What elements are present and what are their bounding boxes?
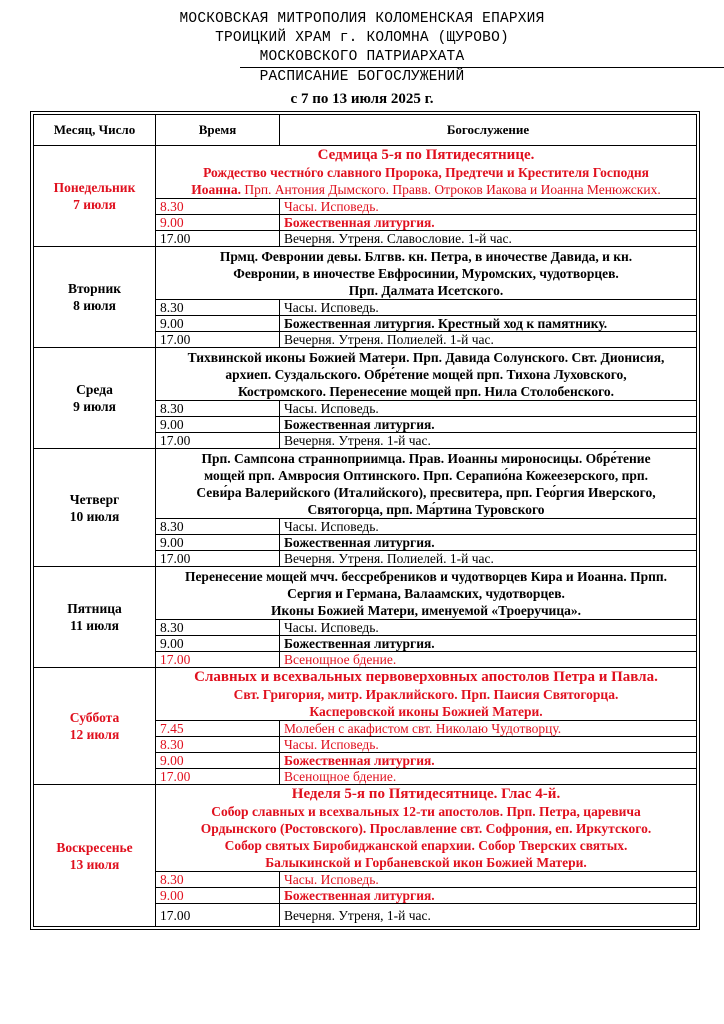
feast-title-line: Перенесение мощей мчч. бессребреников и чудотворцев Кира и Иоанна. Прпп. <box>184 568 668 584</box>
day-cell-tuesday <box>34 247 156 348</box>
service-text: Божественная литургия. <box>280 535 697 551</box>
feast-title-line: Сергия и Германа, Валаамских, чудотворцев. <box>287 585 565 601</box>
service-time: 9.00 <box>156 215 280 231</box>
table-row <box>34 567 697 620</box>
service-text: Молебен с акафистом свт. Николаю Чудотворцу. <box>280 721 697 737</box>
feast-title-line: Седмица 5-я по Пятидесятнице. <box>317 146 535 163</box>
service-text: Часы. Исповедь. <box>280 401 697 417</box>
service-text: Вечерня. Утреня, 1-й час. <box>280 904 697 927</box>
table-row <box>34 348 697 401</box>
weekday-label: Воскресенье <box>56 839 133 855</box>
feast-title <box>156 348 697 401</box>
service-time: 17.00 <box>156 769 280 785</box>
service-time: 17.00 <box>156 332 280 348</box>
column-header-service: Богослужение <box>280 115 697 146</box>
service-text: Вечерня. Утреня. Полиелей. 1-й час. <box>280 551 697 567</box>
service-text: Часы. Исповедь. <box>280 199 697 215</box>
feast-title-line: Свт. Григория, митр. Ираклийского. Прп. Паисия Святогорца. <box>233 686 619 702</box>
service-text: Божественная литургия. <box>280 753 697 769</box>
feast-title-line: Февронии, в иночестве Евфросинии, Муромских, чудотворцев. <box>233 265 619 281</box>
day-cell-thursday <box>34 449 156 567</box>
feast-title-line: Тихвинской иконы Божией Матери. Прп. Давида Солунского. Свт. Дионисия, <box>187 349 665 365</box>
date-label: 11 июля <box>70 618 119 633</box>
service-time: 9.00 <box>156 417 280 433</box>
date-label: 8 июля <box>73 298 116 313</box>
feast-title-line: Святогорца, прп. Ма́ртина Туровского <box>307 501 545 517</box>
service-time: 8.30 <box>156 519 280 535</box>
service-time: 17.00 <box>156 652 280 668</box>
service-text: Часы. Исповедь. <box>280 519 697 535</box>
feast-title <box>156 567 697 620</box>
feast-title-line: Прп. Антония Дымского. Правв. Отроков Иакова и Иоанна Менюжских. <box>244 181 661 197</box>
church-header: ТРОИЦКИЙ ХРАМ г. КОЛОМНА (ЩУРОВО) <box>215 30 509 46</box>
service-time: 17.00 <box>156 904 280 927</box>
date-label: 13 июля <box>69 856 120 872</box>
service-time: 9.00 <box>156 636 280 652</box>
feast-title <box>156 449 697 519</box>
table-row <box>34 247 697 300</box>
schedule-table <box>33 114 697 927</box>
service-text: Божественная литургия. <box>280 888 697 904</box>
service-time: 17.00 <box>156 231 280 247</box>
weekday-label: Четверг <box>69 491 120 507</box>
feast-title-line: мощей прп. Амвросия Оптинского. Прп. Серапио́на Кожеезерского, прп. <box>203 467 649 483</box>
service-time: 17.00 <box>156 433 280 449</box>
service-time: 8.30 <box>156 620 280 636</box>
schedule-heading: РАСПИСАНИЕ БОГОСЛУЖЕНИЙ <box>259 69 465 85</box>
feast-title-line: Собор святых Биробиджанской епархии. Собор Тверских святых. <box>224 837 628 853</box>
service-text: Часы. Исповедь. <box>280 872 697 888</box>
feast-title-line: Прп. Далмата Исетского. <box>348 282 504 298</box>
service-time: 8.30 <box>156 300 280 316</box>
service-time: 8.30 <box>156 401 280 417</box>
weekday-label: Суббота <box>69 710 120 725</box>
column-header-day: Месяц, Число <box>34 115 156 146</box>
date-label: 9 июля <box>73 399 116 414</box>
service-time: 9.00 <box>156 316 280 332</box>
day-cell-saturday <box>34 668 156 785</box>
service-text: Божественная литургия. <box>280 215 697 231</box>
feast-title-line: Неделя 5-я по Пятидесятнице. Глас 4-й. <box>291 785 561 802</box>
feast-title-line: Собор славных и всехвальных 12-ти апостолов. Прп. Петра, царевича <box>211 803 641 819</box>
feast-title <box>156 668 697 721</box>
day-cell-sunday <box>34 785 156 927</box>
service-time: 8.30 <box>156 872 280 888</box>
feast-title-line: Балыкинской и Горбаневской икон Божией Матери. <box>265 854 587 870</box>
weekday-label: Среда <box>76 382 113 397</box>
feast-title-line: Прмц. Февронии девы. Блгвв. кн. Петра, в иночестве Давида, и кн. <box>219 248 633 264</box>
table-header-row <box>34 115 697 146</box>
service-text: Божественная литургия. Крестный ход к памятнику. <box>280 316 697 332</box>
service-text: Всенощное бдение. <box>280 652 697 668</box>
service-time: 17.00 <box>156 551 280 567</box>
service-time: 8.30 <box>156 737 280 753</box>
service-text: Часы. Исповедь. <box>280 620 697 636</box>
feast-title-line: Иоанна. <box>191 181 241 197</box>
column-header-time: Время <box>156 115 280 146</box>
feast-title-line: Севи́ра Валерийского (Италийского), пресвитера, прп. Гео́ргия Иверского, <box>196 484 656 500</box>
service-text: Часы. Исповедь. <box>280 737 697 753</box>
weekday-label: Понедельник <box>53 180 136 195</box>
service-time: 9.00 <box>156 888 280 904</box>
weekday-label: Пятница <box>67 601 122 616</box>
service-time: 7.45 <box>156 721 280 737</box>
feast-title-line: Славных и всехвальных первоверховных апостолов Петра и Павла. <box>194 668 658 685</box>
patriarchate-header: МОСКОВСКОГО ПАТРИАРХАТА <box>259 49 465 65</box>
date-label: 7 июля <box>73 197 116 212</box>
date-label: 10 июля <box>69 508 120 524</box>
table-row <box>34 449 697 519</box>
service-text: Вечерня. Утреня. Славословие. 1-й час. <box>280 231 697 247</box>
feast-title-line: Прп. Сампсона странноприимца. Прав. Иоанны мироносицы. Обре́тение <box>201 450 651 466</box>
service-text: Божественная литургия. <box>280 636 697 652</box>
service-text: Божественная литургия. <box>280 417 697 433</box>
table-row <box>34 668 697 721</box>
date-label: 12 июля <box>69 727 120 742</box>
day-cell-friday <box>34 567 156 668</box>
service-time: 9.00 <box>156 535 280 551</box>
feast-title-line: Касперовской иконы Божией Матери. <box>309 703 543 719</box>
feast-title-line: Ордынского (Ростовского). Прославление свт. Софрония, еп. Иркутского. <box>200 820 652 836</box>
day-cell-wednesday <box>34 348 156 449</box>
feast-title <box>156 785 697 872</box>
feast-title-line: Рождество честнóго славного Пророка, Предтечи и Крестителя Господня <box>203 164 649 180</box>
feast-title <box>156 146 697 199</box>
feast-title <box>156 247 697 300</box>
service-text: Всенощное бдение. <box>280 769 697 785</box>
table-row <box>34 146 697 199</box>
day-cell-monday <box>34 146 156 247</box>
service-text: Часы. Исповедь. <box>280 300 697 316</box>
weekday-label: Вторник <box>67 281 122 296</box>
service-text: Вечерня. Утреня. Полиелей. 1-й час. <box>280 332 697 348</box>
feast-title-line: Костромского. Перенесение мощей прп. Нила Столобенского. <box>237 383 615 399</box>
service-text: Вечерня. Утреня. 1-й час. <box>280 433 697 449</box>
schedule-table-frame <box>30 111 700 930</box>
diocese-header: МОСКОВСКАЯ МИТРОПОЛИЯ КОЛОМЕНСКАЯ ЕПАРХИЯ <box>179 11 545 27</box>
feast-title-line: Иконы Божией Матери, именуемой «Троеручица». <box>270 602 581 618</box>
feast-title-line: архиеп. Суздальского. Обре́тение мощей прп. Тихона Луховского, <box>225 366 627 382</box>
date-range: с 7 по 13 июля 2025 г. <box>290 91 434 107</box>
service-time: 8.30 <box>156 199 280 215</box>
table-row <box>34 785 697 872</box>
service-time: 9.00 <box>156 753 280 769</box>
